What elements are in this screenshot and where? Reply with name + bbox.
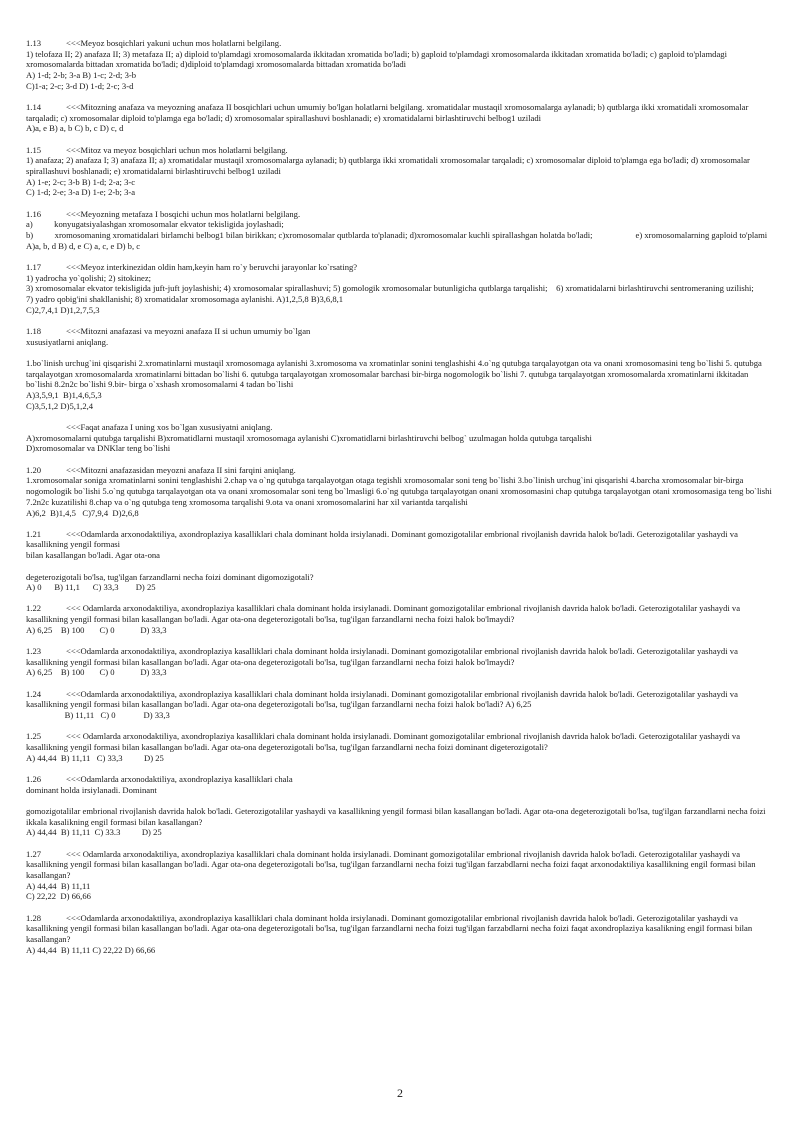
- line-text: <<<Odamlarda arxonodaktiliya, axondroplaziya kasalliklari chala dominant holda irsiylanadi. Dominant gomozigotalilar embrional rivojlanish davrida halok bo'ladi. Geterozigotalilar yashaydi va kasallikning yengil formasi bilan kasallangan bo'ladi. Agar ota-ona degeterozigotali bo'lsa, tug'ilgan farzandlarni necha foizi halok bo'lmaydi?: [26, 646, 741, 667]
- question-block: [26, 422, 774, 454]
- line-text: A)6,2 B)1,4,5 C)7,9,4 D)2,6,8: [26, 507, 139, 518]
- line-text: A) 44,44 B) 11,11: [26, 880, 91, 891]
- question-line: [26, 550, 774, 561]
- question-line: [26, 806, 774, 827]
- question-line: [26, 187, 774, 198]
- question-line: [26, 443, 774, 454]
- question-line: [26, 294, 774, 305]
- question-text: [26, 849, 774, 881]
- question-number: 1.18: [26, 325, 42, 336]
- question-line: [26, 475, 774, 507]
- line-text: <<<Meyoz bosqichlari yakuni uchun mos holatlarni belgilang.: [66, 38, 282, 48]
- question-text: [26, 603, 774, 624]
- line-text: B) 11,11 C) 0 D) 33,3: [26, 710, 170, 721]
- question-block: [26, 326, 774, 412]
- line-text: <<<Odamlarda arxonodaktiliya, axondroplaziya kasalliklari chala dominant holda irsiylanadi. Dominant gomozigotalilar embrional rivojlanish davrida halok bo'ladi. Geterozigotalilar yashaydi va kasallikning yengil formasi: [26, 528, 741, 550]
- line-text: <<<Faqat anafaza I uning xos bo`lgan xususiyatni aniqlang.: [66, 422, 273, 433]
- question-number: 1.20: [26, 464, 42, 475]
- question-line: [26, 508, 774, 519]
- question-block: [26, 913, 774, 956]
- line-text: <<<Meyoz interkinezidan oldin ham,keyin ham ro`y beruvchi jarayonlar ko`rsating?: [66, 261, 358, 272]
- question-line: [26, 881, 774, 892]
- question-line: [26, 337, 774, 348]
- line-text: <<<Meyozning metafaza I bosqichi uchun mos holatlarni belgilang.: [66, 208, 301, 219]
- line-text: <<<Mitoz va meyoz bosqichlari uchun mos holatlarni belgilang.: [66, 144, 288, 155]
- line-text: D)xromosomalar va DNKlar teng bo`lishi: [26, 443, 171, 454]
- question-line: [26, 49, 774, 70]
- question-line: [26, 433, 774, 444]
- line-text: 1.bo`linish urchug`ini qisqarishi 2.xromatinlarni mustaqil xromosomaga aylanishi 3.xromosoma va xromatinlar sonini tenglashishi 4.o`ng qutubga tarqalayotgan ota va onani xromosomasini teng bo`lishi 5. qutubga tarqalayotgan xromosomalarda xromatinlarni bittadan bo`lishi 6. qutubga tarqalayotgan xromosomalar barchasi bir-birga nogomologik bo`lishi 7. qutubga tarqalayotgan xromosomalarda xromatinlarni ikkitadan bo`lishi 8.2n2c bo`lishi 9.bir- birga o`xshash xromosomalarni 4 tadan bo`lishi: [26, 358, 764, 390]
- question-text: [26, 913, 774, 945]
- line-text: 7) yadro qobig'ini shakllanishi; 8) xromatidalar xromosomaga aylanishi. A)1,2,5,8 B)3,6,8,1: [26, 294, 344, 305]
- question-line: [26, 795, 774, 806]
- question-line: [26, 625, 774, 636]
- question-line: [26, 390, 774, 401]
- question-line: [26, 785, 774, 796]
- question-line: [26, 358, 774, 390]
- question-line: [26, 305, 774, 316]
- question-text: [26, 646, 774, 667]
- question-line: [26, 230, 774, 251]
- line-text: <<< Odamlarda arxonodaktiliya, axondroplaziya kasalliklari chala dominant holda irsiylanadi. Dominant gomozigotalilar embrional rivojlanish davrida halok bo'ladi. Geterozigotalilar yashaydi va kasallikning yengil formasi bilan kasallangan bo'ladi. Agar ota-ona degeterozigotali bo'lsa, tug'ilgan farzandlarni necha foizi tug'ilgan farzabdlarni necha foizi faqat arxonodaktiliya kasallikning engil formasi bilan kasallangan?: [26, 848, 758, 880]
- question-number: 1.14: [26, 102, 42, 113]
- question-number: 1.15: [26, 144, 42, 155]
- question-text: [26, 38, 774, 49]
- line-text: A) 0 B) 11,1 C) 33,3 D) 25: [26, 582, 156, 593]
- page-number: 2: [397, 1086, 403, 1100]
- question-line: [26, 177, 774, 188]
- question-line: [26, 561, 774, 572]
- line-text: A) 44,44 B) 11,11 C) 33,3 D) 25: [26, 752, 164, 763]
- line-text: <<< Odamlarda arxonodaktiliya, axondroplaziya kasalliklari chala dominant holda irsiylanadi. Dominant gomozigotalilar embrional rivojlanish davrida halok bo'ladi. Geterozigotalilar yashaydi va kasallikning yengil formasi bilan kasallangan bo'ladi. Agar ota-ona degeterozigotali bo'lsa, tug'ilgan farzandlarni necha foizi dominant digeterozigotali?: [26, 731, 743, 752]
- question-line: [26, 155, 774, 176]
- question-number: 1.27: [26, 848, 42, 859]
- question-line: [26, 81, 774, 92]
- question-line: [26, 123, 774, 134]
- line-text: A)3,5,9,1 B)1,4,6,5,3: [26, 390, 102, 401]
- line-text: <<<Mitozni anafazasidan meyozni anafaza II sini farqini aniqlang.: [66, 464, 296, 475]
- question-block: [26, 529, 774, 593]
- question-number: 1.17: [26, 261, 42, 272]
- question-text: [26, 731, 774, 752]
- line-text: <<<Odamlarda arxonodaktiliya, axondroplaziya kasalliklari chala dominant holda irsiylanadi. Dominant gomozigotalilar embrional rivojlanish davrida halok bo'ladi. Geterozigotalilar yashaydi va kasallikning yengil formasi bilan kasallangan bo'ladi. Agar ota-ona degeterozigotali bo'lsa, tug'ilgan farzandlarni necha foizi tug'ilgan farzabdlarni necha foizi faqat axondroplaziya kasalikning engil formasi bilan kasallangan?: [26, 912, 755, 944]
- question-number: 1.24: [26, 688, 42, 699]
- document-page: [26, 38, 774, 966]
- question-number: 1.25: [26, 731, 42, 742]
- question-block: [26, 646, 774, 678]
- line-text: 1) telofaza II; 2) anafaza II; 3) metafaza II; a) diploid to'plamdagi xromosomalarda ikkitadan xromatida bo'ladi; b) gaploid to'plamdagi xromosomalarda ikkitadan xromatida bo'ladi; c) gaploid to'plamdagi xromosomalarda bittadan xromatida bo'ladi; d)diploid to'plamdagi xromosomalarda bittadan xromatida bo'ladi: [26, 48, 730, 70]
- line-text: 1) yadrocha yo`qolishi; 2) sitokinez;: [26, 272, 152, 283]
- question-text: [26, 326, 774, 337]
- question-number: 1.22: [26, 603, 42, 614]
- line-text: 1) anafaza; 2) anafaza I; 3) anafaza II; a) xromatidalar mustaqil xromosomalarga aylanadi; b) qutblarga ikki xromatidali xromosomalar tarqaladi; c) xromosomalar diploid to'plamga ega bo'ladi; d) xromosomalar spirallashuvi boshlanadi; e) xromatidalarni birlashtiruvchi belbog1 uziladi: [26, 155, 753, 177]
- line-text: xususiyatlarni aniqlang.: [26, 336, 109, 347]
- line-text: A) 6,25 B) 100 C) 0 D) 33,3: [26, 624, 167, 635]
- question-line: [26, 582, 774, 593]
- question-text: [26, 774, 774, 785]
- line-text: 3) xromosomalar ekvator tekisligida juft-juft joylashishi; 4) xromosomalar spirallashuvi; 5) gomologik xromosomalar butunligicha qutblarga tarqalishi; 6) xromatidalarni birlashtiruvchi sentromeraning uzilishi;: [26, 283, 754, 294]
- line-text: <<<Mitozning anafaza va meyozning anafaza II bosqichlari uchun umumiy bo'lgan holatlarni belgilang. xromatidalar mustaqil xromosomalarga aylanadi; b) qutblarga ikki xromatidali xromosomalar tarqaladi; c) xromosomalar diploid to'plamga ega bo'ladi; d) xromosomalar spirallashuvi boshlanadi; e) xromatidalarni birlashtiruvchi belbog1 uziladi: [26, 102, 751, 123]
- question-number: 1.13: [26, 38, 42, 48]
- question-line: [26, 945, 774, 956]
- line-text: A) 44,44 B) 11,11 C) 22,22 D) 66,66: [26, 944, 156, 955]
- question-number: 1.28: [26, 912, 42, 923]
- line-text: A)xromosomalarni qutubga tarqalishi B)xromatidlarni mustaqil xromosomaga aylanishi C)xromatidlarni birlashtiruvchi belbog` uzulmagan holda qutubga tarqalishi: [26, 432, 592, 443]
- question-block: [26, 731, 774, 763]
- question-block: [26, 209, 774, 252]
- line-text: A) 1-d; 2-b; 3-a B) 1-c; 2-d; 3-b: [26, 70, 137, 81]
- question-line: [26, 753, 774, 764]
- line-text: C)3,5,1,2 D)5,1,2,4: [26, 400, 94, 411]
- question-line: [26, 572, 774, 583]
- question-block: [26, 689, 774, 721]
- question-number: 1.21: [26, 528, 42, 539]
- question-block: [26, 38, 774, 92]
- line-text: b) xromosomaning xromatidalari birlamchi belbog1 bilan birikkan; c)xromosomalar qutblarda to'planadi; d)xromosomalar kuchli spirallashgan holatda bo'ladi; e) xromosomalarning gaploid to'plami A)a, b, d B) d, e C) a, c, e D) b, c: [26, 230, 769, 251]
- line-text: 1.xromosomalar soniga xromatinlarni sonini tenglashishi 2.chap va o`ng qutubga tarqalayotgan otaga tegishli xromosomalar soni teng bo`lishi 3.bo`linish urchug`ini qisqarishi 4.barcha xromosomalar bir-birga nogomologik bo`lishi 5.o`ng qutubga tarqalayotgan ota va onani xromosomalar soni teng bo`lmasligi 6.o`ng qutubga tarqalayotgan onani xromosomasini chap qutubga tarqalayotgan otani xromosomasiga teng bo`lishi 7.2n2c kuzatilishi 8.chap va o`ng qutubga teng xromosoma tarqalishi 9.ota va onani xromosomalarini har xil variantda tarqalishi: [26, 475, 774, 507]
- question-text: [26, 529, 774, 550]
- question-block: [26, 145, 774, 199]
- question-line: [26, 219, 774, 230]
- line-text: <<<Mitozni anafazasi va meyozni anafaza II si uchun umumiy bo`lgan: [66, 325, 311, 336]
- question-block: [26, 849, 774, 903]
- question-block: [26, 465, 774, 519]
- line-text: gomozigotalilar embrional rivojlanish davrida halok bo'ladi. Geterozigotalilar yashaydi va kasallikning yengil formasi bilan kasallangan bo'ladi. Agar ota-ona degeterozigotali bo'lsa, tug'ilgan farzandlarni necha foizi ikkala kasalikning engil formasi bilan kasallangan?: [26, 805, 768, 827]
- question-line: [26, 710, 774, 721]
- question-block: [26, 603, 774, 635]
- question-line: [26, 827, 774, 838]
- question-text: [26, 102, 774, 123]
- line-text: C)2,7,4,1 D)1,2,7,5,3: [26, 304, 100, 315]
- question-number: 1.23: [26, 646, 42, 657]
- line-text: A) 6,25 B) 100 C) 0 D) 33,3: [26, 667, 167, 678]
- line-text: C) 1-d; 2-e; 3-a D) 1-e; 2-b; 3-a: [26, 187, 136, 198]
- line-text: A) 1-e; 2-c; 3-b B) 1-d; 2-a; 3-c: [26, 176, 136, 187]
- line-text: bilan kasallangan bo'ladi. Agar ota-ona: [26, 550, 160, 561]
- question-line: [26, 283, 774, 294]
- question-number: 1.26: [26, 773, 42, 784]
- line-text: A)a, e B) a, b C) b, c D) c, d: [26, 123, 124, 134]
- question-text: [26, 689, 774, 710]
- question-block: [26, 774, 774, 838]
- line-text: <<<Odamlarda arxonodaktiliya, axondroplaziya kasalliklari chala: [66, 773, 293, 784]
- question-text: [26, 209, 774, 220]
- line-text: dominant holda irsiylanadi. Dominant: [26, 784, 157, 795]
- question-line: [26, 70, 774, 81]
- question-line: [26, 891, 774, 902]
- line-text: C) 22,22 D) 66,66: [26, 891, 91, 902]
- question-text: [26, 465, 774, 476]
- question-block: [26, 262, 774, 316]
- question-text: [26, 262, 774, 273]
- line-text: degeterozigotali bo'lsa, tug'ilgan farzandlarni necha foizi dominant digomozigotali?: [26, 571, 314, 582]
- line-text: C)1-a; 2-c; 3-d D) 1-d; 2-c; 3-d: [26, 80, 134, 91]
- line-text: <<< Odamlarda arxonodaktiliya, axondroplaziya kasalliklari chala dominant holda irsiylanadi. Dominant gomozigotalilar embrional rivojlanish davrida halok bo'ladi. Geterozigotalilar yashaydi va kasallikning yengil formasi bilan kasallangan bo'ladi. Agar ota-ona degeterozigotali bo'lsa, tug'ilgan farzandlarni necha foizi halok bo'lmaydi?: [26, 603, 743, 625]
- line-text: a) konyugatsiyalashgan xromosomalar ekvator tekisligida joylashadi;: [26, 219, 284, 230]
- question-line: [26, 667, 774, 678]
- question-line: [26, 401, 774, 412]
- line-text: A) 44,44 B) 11,11 C) 33.3 D) 25: [26, 827, 162, 838]
- question-text: [26, 422, 774, 433]
- question-text: [26, 145, 774, 156]
- question-number: 1.16: [26, 208, 42, 219]
- question-line: [26, 273, 774, 284]
- line-text: <<<Odamlarda arxonodaktiliya, axondroplaziya kasalliklari chala dominant holda irsiylanadi. Dominant gomozigotalilar embrional rivojlanish davrida halok bo'ladi. Geterozigotalilar yashaydi va kasallikning yengil formasi bilan kasallangan bo'ladi. Agar ota-ona degeterozigotali bo'lsa, tug'ilgan farzandlarni necha foizi halok bo'ladi? A) 6,25: [26, 688, 741, 710]
- question-block: [26, 102, 774, 134]
- question-line: [26, 347, 774, 358]
